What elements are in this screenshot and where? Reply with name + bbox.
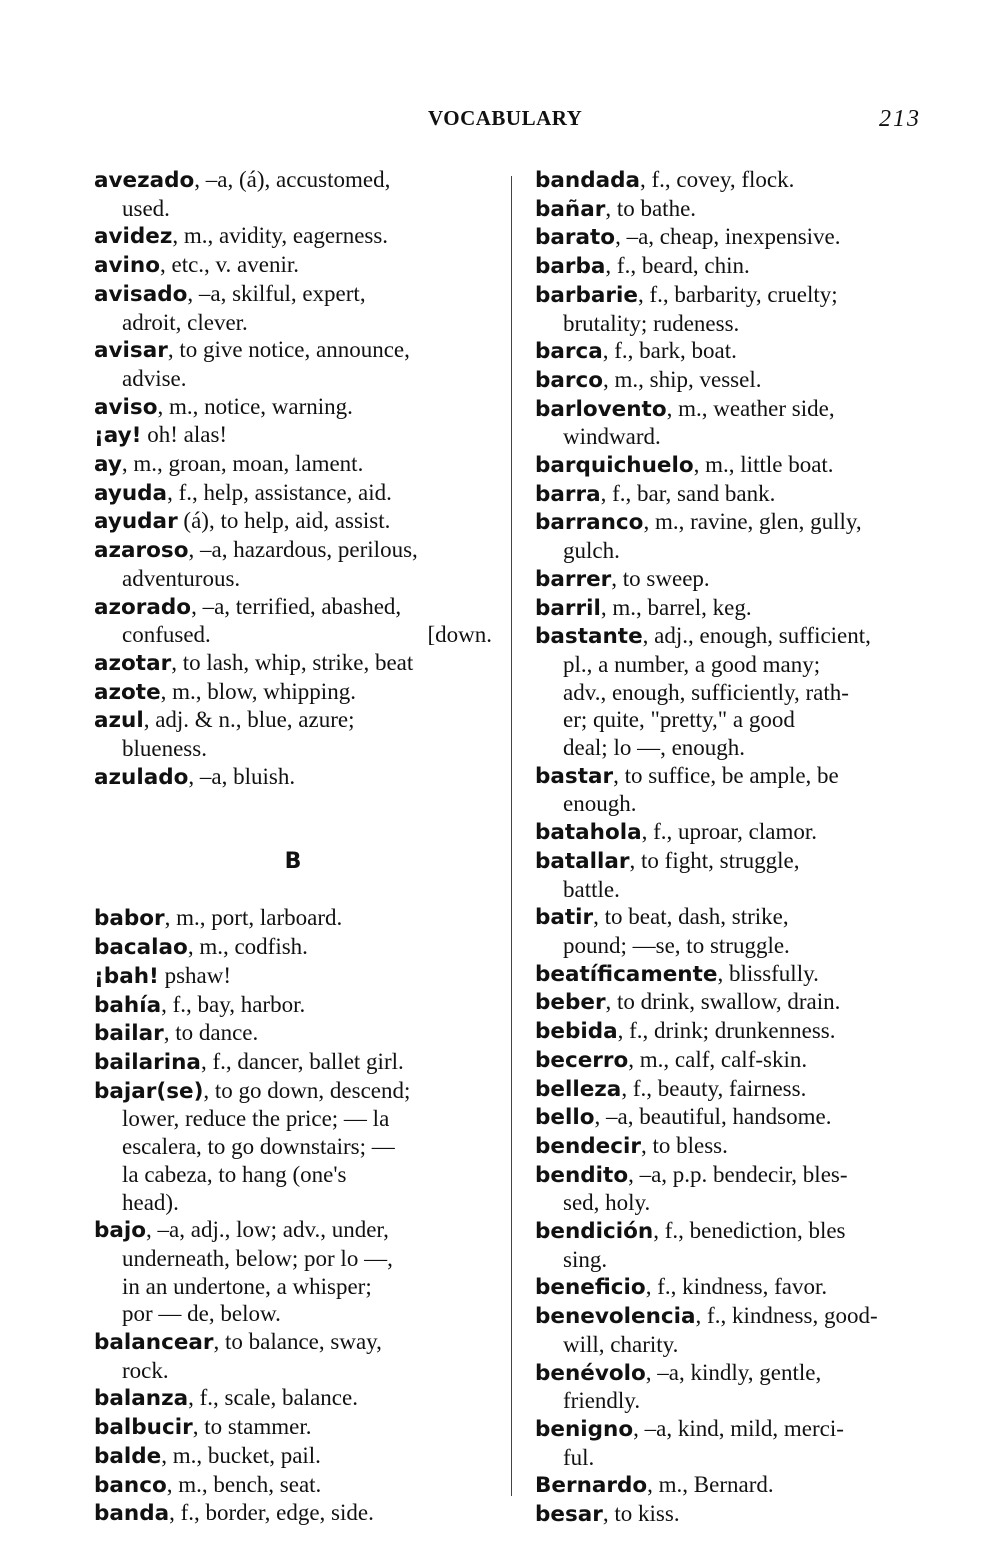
entry-continuation: lower, reduce the price; — la	[122, 1106, 390, 1132]
entry-headline: bajar(se), to go down, descend;	[94, 1077, 411, 1104]
dictionary-entry	[94, 280, 492, 336]
entry-continuation: enough.	[563, 791, 637, 817]
entry-continuation: pound; —se, to struggle.	[563, 932, 790, 958]
entry-headline: avisar, to give notice, announce,	[94, 337, 410, 364]
entry-continuation: sing.	[563, 1246, 608, 1272]
entry-headline: belleza, f., beauty, fairness.	[535, 1075, 807, 1102]
dictionary-entry	[535, 1302, 933, 1358]
entry-headline: balbucir, to stammer.	[94, 1414, 312, 1441]
entry-headline: beber, to drink, swallow, drain.	[535, 989, 841, 1016]
dictionary-entry	[535, 565, 933, 594]
dictionary-entry	[535, 818, 933, 847]
entry-headline: benévolo, –a, kindly, gentle,	[535, 1359, 822, 1386]
dictionary-entry	[535, 903, 933, 959]
entry-continuation: friendly.	[563, 1388, 641, 1414]
dictionary-entry	[535, 622, 933, 762]
dictionary-entry	[535, 337, 933, 366]
entry-continuation: er; quite, "pretty," a good	[563, 707, 795, 733]
dictionary-entry	[94, 450, 492, 479]
entry-headline: barril, m., barrel, keg.	[535, 594, 752, 621]
dictionary-entry	[94, 763, 492, 792]
entry-headline: bebida, f., drink; drunkenness.	[535, 1018, 836, 1045]
entry-headline: bailarina, f., dancer, ballet girl.	[94, 1048, 404, 1075]
entry-headline: barato, –a, cheap, inexpensive.	[535, 224, 841, 251]
entry-continuation: blueness.	[122, 736, 207, 762]
page-number: 213	[879, 106, 921, 132]
dictionary-entry	[94, 1442, 492, 1471]
entry-headline: barco, m., ship, vessel.	[535, 366, 762, 393]
entry-continuation: will, charity.	[563, 1331, 679, 1357]
entry-headline: bandada, f., covey, flock.	[535, 167, 795, 193]
entry-continuation: adv., enough, sufficiently, rath-	[563, 679, 849, 705]
dictionary-entry	[535, 988, 933, 1017]
entry-headline: bastar, to suffice, be ample, be	[535, 762, 839, 789]
entry-headline: avidez, m., avidity, eagerness.	[94, 223, 389, 250]
dictionary-entry	[94, 336, 492, 392]
entry-headline: Bernardo, m., Bernard.	[535, 1472, 774, 1499]
entries-a	[94, 166, 492, 791]
dictionary-entry	[535, 1103, 933, 1132]
column-divider	[511, 176, 512, 1496]
dictionary-entry	[535, 395, 933, 451]
entry-headline: banda, f., border, edge, side.	[94, 1500, 374, 1527]
dictionary-entry	[94, 536, 492, 592]
entry-headline: beneficio, f., kindness, favor.	[535, 1274, 828, 1301]
dictionary-entry	[94, 1471, 492, 1500]
entry-headline: avezado, –a, (á), accustomed,	[94, 167, 391, 193]
entry-headline: becerro, m., calf, calf-skin.	[535, 1046, 808, 1073]
dictionary-entry	[94, 421, 492, 450]
entry-headline: besar, to kiss.	[535, 1501, 680, 1528]
entry-continuation: adventurous.	[122, 565, 241, 591]
entry-continuation: pl., a number, a good many;	[563, 651, 821, 677]
dictionary-entry	[94, 962, 492, 991]
entry-headline: azote, m., blow, whipping.	[94, 678, 356, 705]
dictionary-entry	[535, 252, 933, 281]
dictionary-entry	[94, 1413, 492, 1442]
entry-headline: bendecir, to bless.	[535, 1132, 728, 1159]
dictionary-entry	[94, 706, 492, 762]
dictionary-entry	[94, 1019, 492, 1048]
entry-headline: balancear, to balance, sway,	[94, 1329, 382, 1356]
dictionary-entry	[535, 847, 933, 903]
entry-continuation: head).	[122, 1189, 179, 1215]
dictionary-entry	[535, 195, 933, 224]
entry-headline: babor, m., port, larboard.	[94, 905, 343, 932]
dictionary-entry	[535, 1075, 933, 1104]
entry-headline: bendito, –a, p.p. bendecir, bles-	[535, 1161, 848, 1188]
entry-continuation: adroit, clever.	[122, 309, 248, 335]
entry-headline: batallar, to fight, struggle,	[535, 847, 800, 874]
entry-headline: avino, etc., v. avenir.	[94, 252, 299, 279]
dictionary-entry	[94, 393, 492, 422]
entry-headline: ¡bah! pshaw!	[94, 962, 232, 989]
dictionary-entry	[535, 1500, 933, 1529]
entry-headline: azaroso, –a, hazardous, perilous,	[94, 537, 418, 564]
entry-continuation: confused. [down.	[122, 622, 492, 648]
entry-continuation: rock.	[122, 1357, 169, 1383]
entry-continuation: in an undertone, a whisper;	[122, 1273, 372, 1299]
entry-headline: benevolencia, f., kindness, good-	[535, 1303, 878, 1330]
dictionary-entry	[94, 1048, 492, 1077]
section-letter: B	[284, 849, 302, 875]
dictionary-entry	[535, 1161, 933, 1217]
dictionary-entry	[94, 1384, 492, 1413]
entry-headline: bastante, adj., enough, sufficient,	[535, 623, 871, 650]
dictionary-entry	[535, 223, 933, 252]
entry-headline: beatíficamente, blissfully.	[535, 960, 819, 987]
entry-headline: bacalao, m., codfish.	[94, 934, 308, 961]
entry-continuation: underneath, below; por lo —,	[122, 1245, 393, 1271]
entry-headline: ¡ay! oh! alas!	[94, 422, 228, 449]
dictionary-entry	[535, 1273, 933, 1302]
dictionary-entry	[94, 1077, 492, 1217]
entry-continuation: brutality; rudeness.	[563, 310, 740, 336]
entry-headline: bajo, –a, adj., low; adv., under,	[94, 1217, 389, 1244]
entries-b	[94, 904, 492, 1527]
dictionary-entry	[535, 762, 933, 818]
entry-headline: bello, –a, beautiful, handsome.	[535, 1104, 832, 1131]
entry-continuation: windward.	[563, 424, 661, 450]
entry-continuation: la cabeza, to hang (one's	[122, 1161, 347, 1187]
dictionary-entry	[535, 508, 933, 564]
dictionary-entry	[535, 1132, 933, 1161]
left-column	[94, 166, 492, 1528]
entry-headline: azorado, –a, terrified, abashed,	[94, 593, 402, 620]
entry-headline: barba, f., beard, chin.	[535, 253, 750, 280]
dictionary-entry	[94, 933, 492, 962]
dictionary-entry	[94, 593, 492, 649]
entry-continuation: deal; lo —, enough.	[563, 735, 746, 761]
entry-headline: barranco, m., ravine, glen, gully,	[535, 509, 862, 536]
entry-continuation: ful.	[563, 1444, 595, 1470]
dictionary-entry	[94, 1216, 492, 1328]
dictionary-entry	[535, 594, 933, 623]
dictionary-entry	[94, 166, 492, 222]
dictionary-entry	[94, 222, 492, 251]
entry-continuation: gulch.	[563, 538, 620, 564]
dictionary-entry	[94, 479, 492, 508]
entry-headline: azotar, to lash, whip, strike, beat	[94, 649, 414, 676]
entry-continuation: battle.	[563, 876, 620, 902]
entry-headline: barbarie, f., barbarity, cruelty;	[535, 281, 838, 308]
entry-headline: batir, to beat, dash, strike,	[535, 904, 789, 931]
entries-right	[535, 166, 933, 1529]
dictionary-entry	[535, 1415, 933, 1471]
entry-headline: ay, m., groan, moan, lament.	[94, 451, 364, 478]
dictionary-entry	[94, 1499, 492, 1528]
dictionary-entry	[94, 251, 492, 280]
dictionary-entry	[535, 1217, 933, 1273]
dictionary-entry	[94, 1328, 492, 1384]
dictionary-entry	[94, 904, 492, 933]
dictionary-entry	[94, 991, 492, 1020]
dictionary-entry	[535, 1471, 933, 1500]
dictionary-entry	[535, 366, 933, 395]
entry-headline: bendición, f., benediction, bles	[535, 1218, 846, 1245]
entry-continuation: por — de, below.	[122, 1301, 281, 1327]
carryover-note: [down.	[427, 622, 492, 648]
entry-headline: banco, m., bench, seat.	[94, 1471, 322, 1498]
entry-continuation: used.	[122, 195, 170, 221]
entry-continuation: advise.	[122, 365, 187, 391]
dictionary-entry	[535, 480, 933, 509]
entry-headline: barra, f., bar, sand bank.	[535, 480, 776, 507]
entry-headline: balanza, f., scale, balance.	[94, 1385, 358, 1412]
entry-headline: barrer, to sweep.	[535, 565, 710, 592]
entry-headline: barca, f., bark, boat.	[535, 338, 737, 365]
entry-headline: bailar, to dance.	[94, 1020, 259, 1047]
entry-headline: azulado, –a, bluish.	[94, 763, 296, 790]
entry-headline: barquichuelo, m., little boat.	[535, 452, 834, 479]
entry-headline: avisado, –a, skilful, expert,	[94, 280, 366, 307]
running-title: VOCABULARY	[428, 106, 583, 130]
right-column	[535, 166, 933, 1529]
dictionary-entry	[94, 507, 492, 536]
dictionary-entry	[94, 649, 492, 678]
dictionary-entry	[535, 1046, 933, 1075]
entry-headline: bañar, to bathe.	[535, 195, 697, 222]
dictionary-entry	[94, 678, 492, 707]
page-header	[0, 106, 1000, 136]
dictionary-entry	[535, 166, 933, 195]
entry-headline: batahola, f., uproar, clamor.	[535, 819, 817, 846]
entry-headline: ayuda, f., help, assistance, aid.	[94, 479, 392, 506]
entry-headline: bahía, f., bay, harbor.	[94, 991, 306, 1018]
entry-headline: aviso, m., notice, warning.	[94, 393, 353, 420]
entry-headline: ayudar (á), to help, aid, assist.	[94, 508, 391, 535]
entry-headline: barlovento, m., weather side,	[535, 395, 835, 422]
dictionary-entry	[535, 281, 933, 337]
dictionary-entry	[535, 1359, 933, 1415]
dictionary-entry	[535, 960, 933, 989]
entry-continuation: sed, holy.	[563, 1190, 651, 1216]
entry-headline: azul, adj. & n., blue, azure;	[94, 707, 355, 734]
dictionary-entry	[535, 1017, 933, 1046]
dictionary-entry	[535, 451, 933, 480]
entry-continuation: escalera, to go downstairs; —	[122, 1134, 395, 1160]
entry-headline: balde, m., bucket, pail.	[94, 1442, 321, 1469]
entry-headline: benigno, –a, kind, mild, merci-	[535, 1415, 844, 1442]
